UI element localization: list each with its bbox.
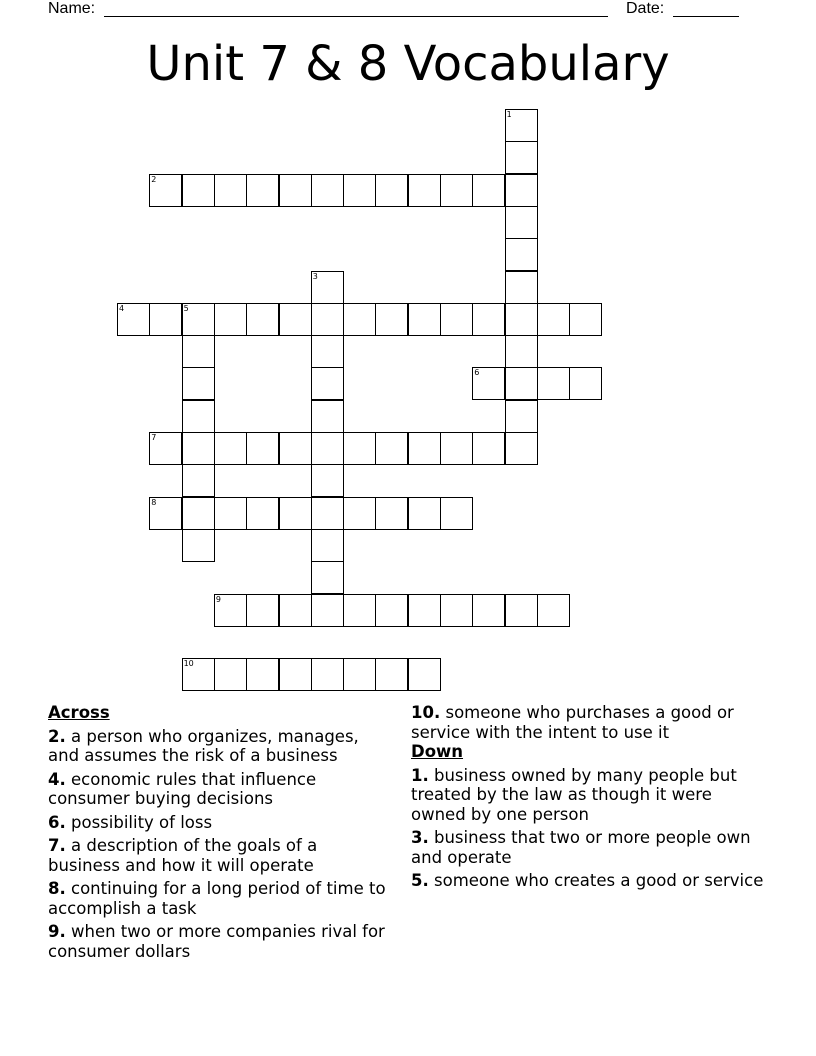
crossword-cell[interactable] [246,303,279,336]
crossword-cell[interactable] [149,174,182,207]
crossword-cell[interactable] [246,174,279,207]
crossword-cell[interactable] [343,303,376,336]
crossword-cell[interactable] [311,303,344,336]
crossword-cell[interactable] [440,497,473,530]
clue-text: when two or more companies rival for consumer dollars [48,922,385,961]
crossword-cell[interactable] [311,561,344,594]
clue-number: 6. [48,812,66,832]
crossword-cell[interactable] [375,432,408,465]
crossword-cell[interactable] [505,174,538,207]
cell-number: 10 [183,659,194,669]
down-heading: Down [411,742,464,761]
crossword-cell[interactable] [505,206,538,239]
crossword-cell[interactable] [408,658,441,691]
crossword-cell[interactable] [375,174,408,207]
across-heading: Across [48,703,110,722]
clue-text: continuing for a long period of time to accomplish a task [48,879,386,918]
crossword-cell[interactable] [149,497,182,530]
crossword-cell[interactable] [375,497,408,530]
crossword-cell[interactable] [182,464,215,497]
clue-text: someone who purchases a good or service with the intent to use it [411,703,734,742]
crossword-cell[interactable] [279,432,312,465]
crossword-cell[interactable] [505,271,538,304]
crossword-cell[interactable] [246,497,279,530]
clue-text: business that two or more people own and operate [411,828,751,867]
crossword-cell[interactable] [472,594,505,627]
crossword-cell[interactable] [214,497,247,530]
crossword-cell[interactable] [214,658,247,691]
clue-down [411,828,771,867]
clue-number: 2. [48,726,66,746]
crossword-cell[interactable] [149,303,182,336]
crossword-cell[interactable] [311,271,344,304]
crossword-cell[interactable] [311,658,344,691]
crossword-cell[interactable] [311,464,344,497]
clue-number: 9. [48,922,66,941]
crossword-cell[interactable] [375,303,408,336]
clue-across [48,922,393,961]
clue-down [411,871,771,891]
crossword-cell[interactable] [246,658,279,691]
crossword-cell[interactable] [279,303,312,336]
crossword-cell[interactable] [149,432,182,465]
crossword-cell[interactable] [311,529,344,562]
crossword-cell[interactable] [505,141,538,174]
clue-number: 5. [411,871,429,890]
crossword-cell[interactable] [440,594,473,627]
crossword-cell[interactable] [505,594,538,627]
crossword-cell[interactable] [472,432,505,465]
clue-across [411,703,771,742]
crossword-cell[interactable] [182,303,215,336]
crossword-cell[interactable] [311,367,344,400]
crossword-cell[interactable] [505,400,538,433]
clue-number: 4. [48,769,66,789]
crossword-cell[interactable] [569,303,602,336]
crossword-cell[interactable] [343,174,376,207]
crossword-cell[interactable] [182,529,215,562]
crossword-cell[interactable] [440,303,473,336]
clue-down [411,766,771,825]
crossword-cell[interactable] [214,594,247,627]
crossword-cell[interactable] [182,658,215,691]
clues-right-column [411,703,771,895]
clue-text: business owned by many people but treated by the law as though it were owned by one person [411,765,737,824]
crossword-cell[interactable] [408,174,441,207]
clue-number: 1. [411,765,429,785]
crossword-cell[interactable] [537,303,570,336]
page-title: Unit 7 & 8 Vocabulary [146,36,670,92]
crossword-cell[interactable] [505,303,538,336]
clues-left-column [48,703,393,965]
crossword-cell[interactable] [440,174,473,207]
crossword-cell[interactable] [505,367,538,400]
cell-number: 7 [151,433,157,442]
clue-text: someone who creates a good or service [434,871,764,890]
crossword-cell[interactable] [279,658,312,691]
crossword-cell[interactable] [343,594,376,627]
clue-across [48,836,393,875]
crossword-cell[interactable] [214,174,247,207]
crossword-cell[interactable] [214,303,247,336]
clue-text: possibility of loss [71,812,213,832]
clue-number: 7. [48,836,66,855]
crossword-cell[interactable] [408,432,441,465]
crossword-cell[interactable] [311,497,344,530]
crossword-cell[interactable] [182,497,215,530]
crossword-cell[interactable] [375,594,408,627]
crossword-cell[interactable] [311,594,344,627]
crossword-cell[interactable] [246,432,279,465]
cell-number: 9 [215,594,221,604]
crossword-cell[interactable] [311,174,344,207]
crossword-cell[interactable] [279,594,312,627]
crossword-cell[interactable] [505,238,538,271]
crossword-cell[interactable] [311,400,344,433]
crossword-cell[interactable] [246,594,279,627]
crossword-cell[interactable] [182,174,215,207]
date-label: Date: [626,0,665,17]
clue-across [48,879,393,918]
clue-number: 10. [411,703,441,722]
clue-text: a person who organizes, manages, and assumes the risk of a business [48,726,359,765]
clue-across [48,727,393,766]
crossword-cell[interactable] [408,497,441,530]
crossword-cell[interactable] [472,174,505,207]
crossword-cell[interactable] [472,367,505,400]
cell-number: 5 [183,303,189,313]
cell-number: 8 [151,497,157,507]
cell-number: 3 [312,271,318,281]
crossword-cell[interactable] [440,432,473,465]
crossword-cell[interactable] [537,367,570,400]
crossword-cell[interactable] [343,432,376,465]
crossword-cell[interactable] [537,594,570,627]
crossword-cell[interactable] [117,303,150,336]
crossword-cell[interactable] [408,594,441,627]
crossword-cell[interactable] [182,400,215,433]
clue-text: economic rules that influence consumer buying decisions [48,769,317,808]
crossword-cell[interactable] [182,432,215,465]
clue-number: 8. [48,879,66,898]
clue-text: a description of the goals of a business and how it will operate [48,836,318,875]
clue-number: 3. [411,828,429,847]
crossword-cell[interactable] [214,432,247,465]
cell-number: 6 [474,368,480,378]
crossword-cell[interactable] [311,432,344,465]
crossword-cell[interactable] [343,497,376,530]
crossword-cell[interactable] [505,109,538,142]
crossword-cell[interactable] [505,432,538,465]
crossword-cell[interactable] [279,174,312,207]
crossword-cell[interactable] [311,335,344,368]
crossword-cell[interactable] [472,303,505,336]
cell-number: 4 [119,303,125,313]
cell-number: 1 [506,110,512,119]
crossword-cell[interactable] [375,658,408,691]
crossword-cell[interactable] [279,497,312,530]
crossword-cell[interactable] [505,335,538,368]
cell-number: 2 [151,174,157,184]
crossword-cell[interactable] [569,367,602,400]
crossword-cell[interactable] [408,303,441,336]
name-label: Name: [48,0,96,17]
crossword-cell[interactable] [343,658,376,691]
crossword-cell[interactable] [182,335,215,368]
clue-across [48,770,393,809]
crossword-cell[interactable] [182,367,215,400]
clue-across [48,813,393,833]
